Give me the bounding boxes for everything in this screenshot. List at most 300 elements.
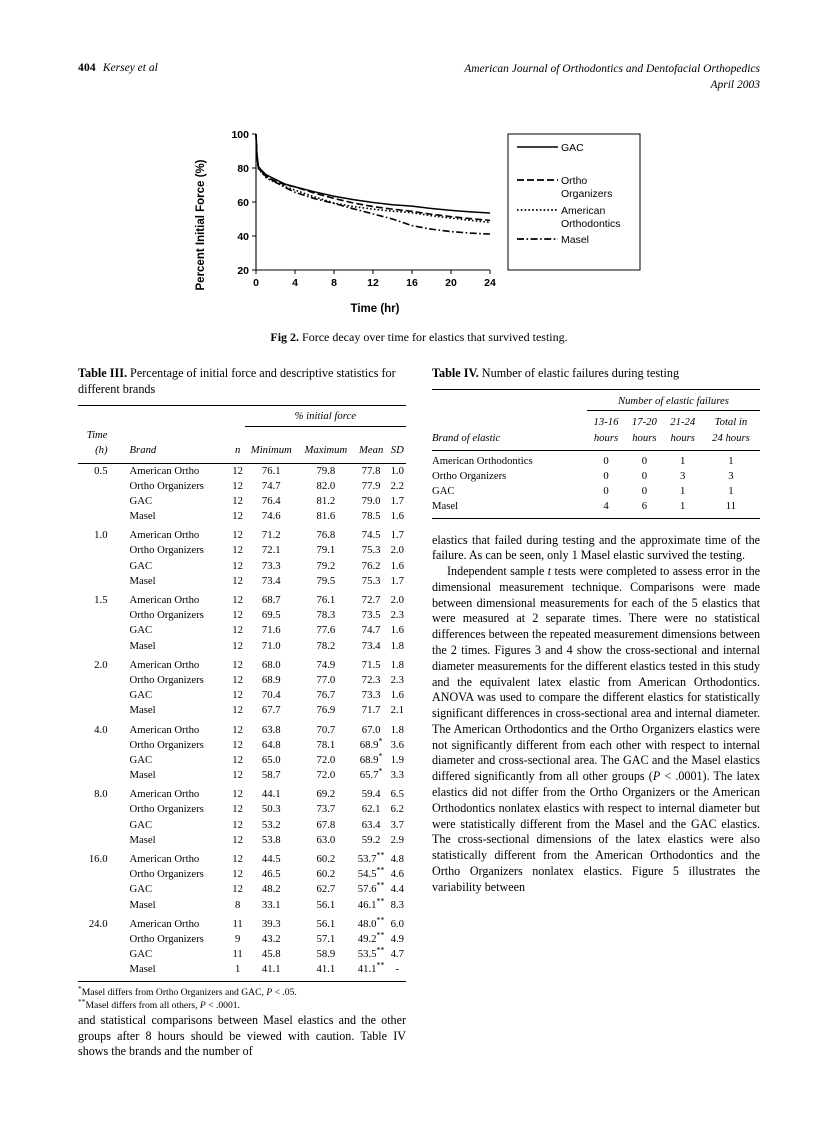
cell-max: 78.3 — [316, 609, 336, 622]
cell-brand: Ortho Organizers — [129, 673, 204, 686]
cell-min: 73.3 — [261, 559, 281, 572]
cell-max: 58.9 — [316, 948, 336, 961]
cell-brand: American Ortho — [129, 464, 200, 477]
table-row — [78, 783, 406, 802]
cell-min: 41.1 — [261, 963, 281, 976]
cell-13-16-hours: 4 — [603, 500, 609, 513]
cell-max: 70.7 — [316, 723, 336, 736]
cell-n: 8 — [234, 898, 241, 911]
cell-min: 68.0 — [261, 658, 281, 671]
cell-n: 12 — [232, 639, 243, 652]
table-row — [78, 574, 406, 589]
cell-time: 1.5 — [94, 594, 108, 606]
cell-time — [78, 932, 116, 947]
cell-sd: 1.7 — [390, 574, 404, 587]
cell-time — [78, 882, 116, 897]
cell-n: 12 — [232, 883, 243, 896]
table-3-footnote: **Masel differs from all others, P < .0001. — [78, 996, 240, 1012]
cell-brand: Masel — [432, 500, 459, 513]
cell-time — [78, 639, 116, 654]
table-3-column-header-row — [78, 426, 406, 443]
cell-brand: GAC — [129, 494, 153, 507]
cell-total-24-hours: 3 — [728, 469, 734, 482]
legend-label: Masel — [561, 234, 590, 246]
cell-min: 46.5 — [261, 868, 281, 881]
table-3-col-time-1: Time — [86, 429, 108, 442]
cell-max: 69.2 — [316, 788, 336, 801]
cell-n: 12 — [232, 624, 243, 637]
cell-sd: 1.9 — [390, 753, 404, 766]
cell-min: 48.2 — [261, 883, 281, 896]
cell-brand: Masel — [129, 574, 156, 587]
cell-mean: 41.1** — [357, 960, 385, 976]
cell-n: 12 — [232, 853, 243, 865]
cell-min: 74.7 — [261, 479, 281, 492]
right-paragraph-1: elastics that failed during testing and the approximate time of the failure. As can be seen, only 1 Masel elastic survived the testing. — [432, 532, 760, 563]
cell-brand: Masel — [129, 510, 156, 523]
cell-13-16-hours: 0 — [603, 454, 609, 467]
cell-min: 68.7 — [261, 594, 281, 606]
table-3-col-max: Maximum — [304, 444, 348, 457]
legend-label: American — [561, 205, 606, 217]
cell-min: 44.5 — [261, 853, 281, 865]
chart-series-lines — [256, 134, 490, 234]
cell-max: 73.7 — [316, 803, 336, 816]
cell-mean: 76.2 — [361, 559, 381, 572]
table-3-col-brand: Brand — [129, 444, 157, 457]
cell-mean: 68.9* — [359, 736, 383, 751]
cell-time — [78, 494, 116, 509]
table-4-head — [432, 390, 760, 451]
table-4-col-13-16-2: hours — [593, 431, 619, 444]
table-4-title-text: Number of elastic failures during testing — [481, 366, 680, 380]
cell-max: 81.6 — [316, 510, 336, 523]
table-row — [78, 962, 406, 981]
cell-n: 12 — [232, 868, 243, 881]
cell-max: 60.2 — [316, 868, 336, 881]
cell-sd: 6.5 — [390, 788, 404, 801]
cell-mean: 78.5 — [361, 510, 381, 523]
cell-brand: GAC — [129, 689, 153, 702]
cell-time — [78, 608, 116, 623]
table-3-group-header: % initial force — [245, 406, 406, 426]
y-tick-label: 80 — [237, 163, 249, 175]
table-4-col-17-20-2: hours — [632, 431, 657, 444]
series-line — [256, 134, 490, 222]
cell-time — [78, 479, 116, 494]
cell-mean: 46.1** — [357, 896, 385, 911]
cell-time — [78, 867, 116, 882]
cell-min: 43.2 — [261, 932, 281, 945]
cell-mean: 73.5 — [361, 609, 381, 622]
table-row — [78, 654, 406, 673]
chart-legend — [508, 134, 640, 270]
cell-min: 67.7 — [261, 704, 281, 717]
table-row — [78, 703, 406, 718]
table-row — [78, 463, 406, 479]
cell-sd: 1.8 — [390, 723, 404, 736]
table-3-head — [78, 406, 406, 463]
cell-max: 79.5 — [316, 574, 336, 587]
cell-mean: 48.0** — [357, 915, 385, 930]
cell-total-24-hours: 1 — [728, 454, 734, 467]
table-3-label: Table III. — [78, 366, 127, 380]
cell-n: 12 — [232, 673, 243, 686]
cell-brand: American Ortho — [129, 723, 200, 736]
cell-max: 63.0 — [316, 833, 336, 846]
x-tick-label: 16 — [406, 277, 418, 289]
cell-sd: 2.9 — [390, 833, 404, 846]
cell-brand: Ortho Organizers — [129, 544, 204, 557]
running-head-left — [78, 62, 158, 74]
cell-sd: 1.6 — [390, 689, 404, 702]
cell-n: 12 — [232, 510, 243, 523]
cell-mean: 71.5 — [361, 658, 381, 671]
cell-min: 50.3 — [261, 803, 281, 816]
running-head — [78, 62, 760, 93]
cell-n: 11 — [232, 917, 243, 930]
table-4-col-total-2: 24 hours — [712, 431, 750, 444]
cell-brand: American Ortho — [129, 529, 200, 542]
cell-time — [78, 673, 116, 688]
table-3-title-text: Percentage of initial force and descriptive statistics for different brands — [78, 366, 396, 397]
cell-max: 57.1 — [316, 932, 336, 945]
cell-mean: 72.7 — [361, 594, 381, 606]
cell-mean: 73.4 — [361, 639, 381, 652]
cell-max: 76.1 — [316, 594, 336, 606]
cell-max: 72.0 — [316, 769, 336, 782]
cell-time: 8.0 — [94, 788, 108, 801]
series-line — [256, 134, 490, 213]
x-tick-label: 8 — [331, 277, 337, 289]
right-paragraph-2: Independent sample t tests were completed to assess error in the dimensional measurement technique. Comparisons were made between dimensional measurements for each of the 5 elastics that were measured at 2 separate times. There were no statistical differences between the repeated measurement dimensions between the 2 times. Figures 3 and 4 show the cross-sectional and internal diameter measurements for the different elastics tested in this study and the equivalent latex elastic from American Orthodontics. ANOVA was used to compare the different elastics for statistically significant differences in cross-sectional area and internal diameter. The American Orthodontics and the Ortho Organizers elastics were not significantly different from each other with respect to internal diameter and cross-sectional area. The GAC and the Masel elastics differed significantly from all other groups (P < .0001). The latex elastics did not differ from the Ortho Organizers or the American Orthodontics nonlatex elastics with respect to internal diameter but were statistically different from the Masel and the GAC elastics. The cross-sectional dimensions of the latex elastics were also statistically different from the American Orthodontics and the Ortho Organizers nonlatex elastics. Figure 5 illustrates the variability between — [432, 564, 761, 894]
cell-max: 60.2 — [316, 853, 336, 865]
table-row — [78, 524, 406, 543]
significance-marker: * — [378, 766, 383, 776]
table-4-col-brand: Brand of elastic — [432, 431, 501, 444]
cell-time: 2.0 — [94, 658, 108, 671]
cell-sd: 3.6 — [390, 738, 404, 751]
right-column — [432, 365, 760, 896]
table-row — [78, 494, 406, 509]
cell-n: 12 — [232, 658, 243, 671]
significance-marker: * — [378, 751, 383, 761]
table-row — [78, 833, 406, 848]
table-3 — [78, 405, 406, 981]
cell-sd: - — [395, 963, 400, 976]
y-tick-label: 20 — [237, 265, 249, 277]
cell-sd: 2.3 — [390, 673, 404, 686]
cell-17-20-hours: 0 — [641, 485, 648, 498]
cell-min: 73.4 — [261, 574, 281, 587]
cell-time: 16.0 — [88, 853, 108, 865]
cell-max: 76.9 — [316, 704, 336, 717]
y-tick-label: 60 — [237, 197, 249, 209]
cell-sd: 1.6 — [390, 510, 404, 523]
cell-sd: 1.8 — [390, 639, 404, 652]
cell-sd: 1.0 — [390, 464, 404, 477]
table-row — [78, 818, 406, 833]
cell-brand: Ortho Organizers — [129, 803, 204, 816]
x-tick-label: 24 — [484, 277, 496, 289]
cell-time — [78, 768, 116, 783]
cell-n: 12 — [232, 738, 243, 751]
cell-n: 12 — [232, 753, 243, 766]
cell-brand: GAC — [129, 948, 153, 961]
cell-min: 65.0 — [261, 753, 281, 766]
cell-n: 1 — [234, 963, 241, 976]
table-row — [78, 673, 406, 688]
cell-max: 56.1 — [316, 917, 336, 930]
cell-sd: 2.2 — [390, 479, 404, 492]
x-tick-label: 4 — [292, 277, 298, 289]
cell-time — [78, 574, 116, 589]
cell-sd: 1.6 — [390, 559, 404, 572]
cell-time — [78, 802, 116, 817]
table-3-col-sd: SD — [390, 444, 404, 457]
cell-21-24-hours: 1 — [680, 500, 686, 513]
cell-mean: 79.0 — [361, 494, 381, 507]
cell-sd: 4.6 — [390, 868, 404, 881]
significance-marker: * — [378, 736, 383, 746]
cell-min: 71.6 — [261, 624, 281, 637]
cell-min: 72.1 — [261, 544, 281, 557]
cell-sd: 8.3 — [390, 898, 404, 911]
page-number: 404 — [78, 62, 96, 74]
cell-brand: GAC — [129, 753, 153, 766]
table-row — [78, 753, 406, 768]
cell-min: 53.8 — [261, 833, 281, 846]
cell-mean: 74.5 — [361, 529, 381, 542]
chart-axis-ticks — [231, 129, 496, 289]
table-row — [78, 947, 406, 962]
cell-min: 58.7 — [261, 769, 281, 782]
cell-max: 77.6 — [316, 624, 336, 637]
cell-brand: American Ortho — [129, 788, 200, 801]
journal-name: American Journal of Orthodontics and Dentofacial Orthopedics — [464, 63, 760, 75]
cell-sd: 3.3 — [390, 769, 404, 782]
cell-mean: 65.7* — [359, 766, 383, 782]
cell-sd: 1.8 — [390, 658, 404, 671]
significance-marker: ** — [376, 930, 385, 940]
cell-n: 12 — [232, 803, 243, 816]
table-4-column-header-row-1 — [432, 411, 760, 431]
cell-n: 12 — [232, 818, 243, 831]
cell-brand: Ortho Organizers — [129, 479, 204, 492]
table-row — [78, 608, 406, 623]
cell-n: 12 — [232, 529, 243, 542]
table-4-col-17-20-1: 17-20 — [631, 416, 657, 429]
cell-n: 12 — [232, 574, 243, 587]
cell-13-16-hours: 0 — [603, 469, 609, 482]
cell-brand: American Ortho — [129, 917, 200, 930]
table-row — [78, 589, 406, 608]
cell-sd: 4.7 — [390, 948, 404, 961]
force-decay-line-chart — [190, 122, 650, 317]
legend-label: GAC — [561, 142, 584, 154]
cell-min: 70.4 — [261, 689, 281, 702]
cell-n: 12 — [232, 769, 243, 782]
cell-brand: Masel — [129, 833, 156, 846]
cell-mean: 54.5** — [357, 865, 385, 881]
cell-max: 62.7 — [316, 883, 336, 896]
table-row — [78, 639, 406, 654]
cell-brand: American Orthodontics — [432, 454, 533, 467]
cell-brand: Ortho Organizers — [129, 609, 204, 622]
cell-min: 33.1 — [261, 898, 281, 911]
cell-max: 77.0 — [316, 673, 336, 686]
cell-min: 64.8 — [261, 738, 281, 751]
cell-min: 45.8 — [261, 948, 281, 961]
cell-time: 1.0 — [94, 529, 108, 542]
legend-label: Organizers — [561, 188, 613, 200]
table-row — [78, 882, 406, 897]
x-axis-label: Time (hr) — [350, 303, 400, 315]
cell-mean: 77.9 — [361, 479, 381, 492]
table-row — [78, 898, 406, 913]
legend-label: Orthodontics — [561, 218, 621, 230]
cell-min: 69.5 — [261, 609, 281, 622]
cell-brand: American Ortho — [129, 658, 200, 671]
cell-sd: 4.9 — [390, 932, 404, 945]
significance-marker: ** — [376, 896, 385, 905]
table-4-col-total-1: Total in — [714, 416, 748, 429]
cell-brand: American Ortho — [129, 594, 200, 606]
cell-sd: 1.7 — [390, 529, 404, 542]
cell-brand: American Ortho — [129, 853, 200, 865]
significance-marker: ** — [376, 865, 385, 875]
running-head-right — [464, 62, 760, 93]
running-head-authors: Kersey et al — [102, 62, 158, 74]
cell-sd: 2.0 — [390, 544, 404, 557]
cell-mean: 77.8 — [361, 464, 381, 477]
issue-date: April 2003 — [710, 78, 760, 91]
table-4 — [432, 389, 760, 518]
table-row — [78, 623, 406, 638]
cell-min: 68.9 — [261, 673, 281, 686]
table-4-title — [432, 365, 760, 381]
cell-17-20-hours: 0 — [641, 454, 648, 467]
cell-mean: 72.3 — [361, 673, 381, 686]
cell-n: 12 — [232, 479, 243, 492]
cell-sd: 6.2 — [390, 803, 404, 816]
cell-13-16-hours: 0 — [603, 485, 609, 498]
table-row — [432, 469, 760, 484]
cell-mean: 57.6** — [357, 880, 385, 896]
cell-time — [78, 623, 116, 638]
table-row — [78, 688, 406, 703]
table-4-group-header: Number of elastic failures — [587, 390, 760, 411]
cell-brand: Masel — [129, 704, 156, 717]
cell-max: 81.2 — [316, 494, 336, 507]
table-4-group-header-row — [432, 390, 760, 411]
cell-max: 82.0 — [316, 479, 336, 492]
cell-time — [78, 559, 116, 574]
figure-2-caption — [78, 330, 760, 345]
table-row — [78, 932, 406, 947]
table-3-footnotes — [78, 983, 406, 1013]
table-4-body — [432, 450, 760, 518]
y-axis-label: Percent Initial Force (%) — [195, 159, 207, 291]
cell-max: 72.0 — [316, 753, 336, 766]
cell-max: 79.8 — [316, 464, 336, 477]
figure-caption-text: Force decay over time for elastics that survived testing. — [302, 330, 568, 344]
table-row — [78, 509, 406, 524]
cell-sd: 2.1 — [390, 704, 404, 717]
table-3-footnote: *Masel differs from Ortho Organizers and GAC, P < .05. — [78, 983, 297, 998]
cell-21-24-hours: 3 — [680, 469, 686, 482]
cell-time — [78, 947, 116, 962]
significance-marker: ** — [376, 850, 385, 860]
cell-n: 11 — [232, 948, 243, 961]
cell-sd: 3.7 — [390, 818, 404, 831]
table-row — [78, 913, 406, 932]
table-3-title — [78, 365, 406, 397]
cell-mean: 75.3 — [361, 574, 381, 587]
table-3-group-header-row — [78, 406, 406, 426]
cell-time — [78, 898, 116, 913]
cell-n: 12 — [232, 464, 243, 477]
cell-brand: Masel — [129, 963, 156, 976]
series-line — [256, 134, 490, 234]
significance-marker: ** — [376, 960, 385, 970]
cell-brand: GAC — [129, 818, 153, 831]
cell-max: 79.2 — [316, 559, 336, 572]
cell-brand: Masel — [129, 898, 156, 911]
cell-min: 76.4 — [261, 494, 281, 507]
cell-mean: 73.3 — [361, 689, 381, 702]
cell-time — [78, 753, 116, 768]
table-3-col-mean: Mean — [358, 444, 384, 457]
cell-mean: 74.7 — [361, 624, 381, 637]
x-tick-label: 20 — [445, 277, 457, 289]
left-column — [78, 365, 406, 1060]
cell-max: 74.9 — [316, 658, 336, 671]
cell-time — [78, 543, 116, 558]
cell-max: 76.7 — [316, 689, 336, 702]
table-row — [432, 484, 760, 499]
cell-n: 12 — [232, 559, 243, 572]
cell-mean: 71.7 — [361, 704, 381, 717]
cell-time — [78, 509, 116, 524]
cell-brand: Masel — [129, 769, 156, 782]
cell-brand: Ortho Organizers — [129, 932, 204, 945]
table-row — [78, 479, 406, 494]
table-row — [78, 848, 406, 867]
cell-n: 12 — [232, 723, 243, 736]
cell-min: 74.6 — [261, 510, 281, 523]
cell-mean: 49.2** — [357, 930, 385, 945]
cell-mean: 63.4 — [361, 818, 381, 831]
cell-time — [78, 703, 116, 718]
table-row — [78, 543, 406, 558]
cell-sd: 4.8 — [390, 853, 404, 865]
figure-2-chart — [190, 122, 650, 317]
table-4-col-21-24-2: hours — [670, 431, 695, 444]
cell-min: 39.3 — [261, 917, 281, 930]
cell-n: 12 — [232, 544, 243, 557]
cell-mean: 59.4 — [361, 788, 381, 801]
y-tick-label: 40 — [237, 231, 249, 243]
cell-total-24-hours: 1 — [728, 485, 734, 498]
table-row — [78, 559, 406, 574]
table-row — [432, 499, 760, 518]
cell-time — [78, 738, 116, 753]
cell-min: 71.2 — [261, 529, 281, 542]
cell-min: 63.8 — [261, 723, 281, 736]
table-row — [78, 802, 406, 817]
cell-time: 24.0 — [88, 917, 108, 930]
